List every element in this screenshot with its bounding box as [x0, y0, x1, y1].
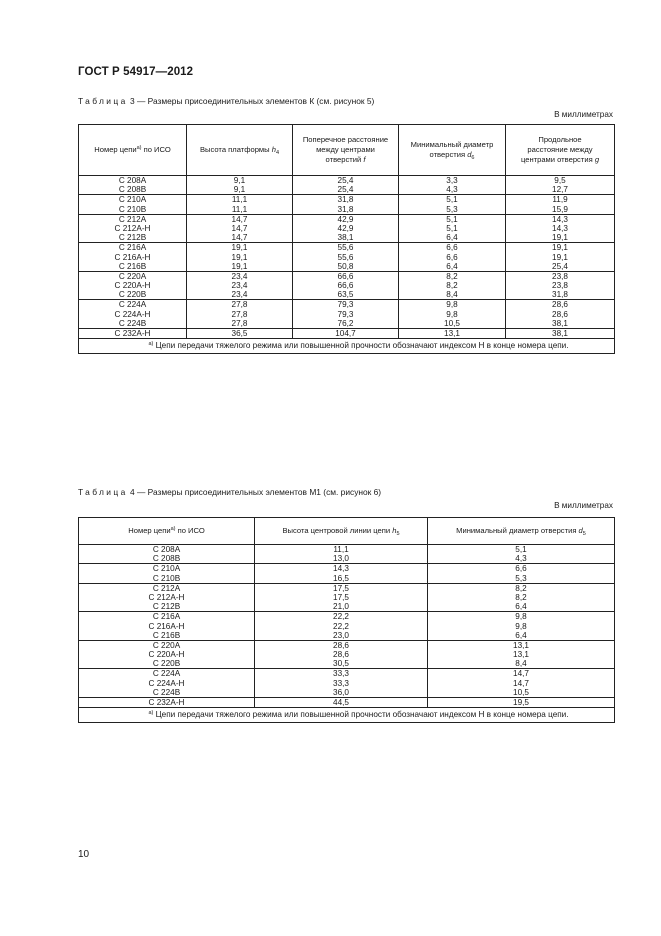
table3-footnote	[79, 339, 615, 354]
cell-value: 28,6	[552, 309, 568, 319]
table4-footnote-mark: а)	[148, 710, 154, 717]
cell-value: 19,1	[231, 261, 248, 271]
cell-g	[506, 243, 615, 272]
table-row	[79, 545, 615, 564]
cell-value: 104,7	[335, 329, 356, 338]
cell-value: 14,7	[231, 223, 248, 233]
cell-f	[293, 329, 399, 339]
cell-value: 5,1	[446, 223, 458, 233]
cell-value: 33,3	[333, 678, 349, 688]
table-row	[79, 698, 615, 708]
cell-value: 9,8	[446, 300, 458, 310]
cell-g	[506, 300, 615, 329]
cell-value: 3,3	[446, 176, 458, 185]
cell-value: 19,1	[552, 243, 568, 253]
cell-value: С 216А	[118, 243, 147, 253]
table3-caption-word: Таблица	[78, 96, 128, 106]
cell-h5	[255, 698, 428, 708]
cell-value: С 212А-Н	[148, 592, 185, 602]
cell-value: 8,2	[515, 592, 527, 602]
table-row	[79, 564, 615, 583]
cell-d6	[399, 195, 506, 214]
document-header: ГОСТ Р 54917—2012	[78, 66, 194, 78]
cell-h5	[255, 669, 428, 698]
cell-value: С 216В	[118, 261, 147, 271]
cell-value: 16,5	[333, 573, 349, 583]
cell-value: 79,3	[337, 309, 354, 319]
table3-header-longitudinal-distance: Продольное расстояние между центрами отверстия g	[506, 125, 615, 176]
cell-value: 9,1	[233, 185, 246, 195]
cell-value: 11,1	[231, 195, 248, 205]
cell-value: С 224В	[118, 318, 147, 328]
cell-h4	[187, 271, 293, 300]
cell-value: 76,2	[337, 318, 354, 328]
cell-d5	[428, 640, 615, 669]
cell-value: 13,1	[513, 640, 529, 650]
cell-value: 14,7	[231, 214, 248, 224]
cell-chains	[79, 176, 187, 195]
cell-h5	[255, 640, 428, 669]
cell-value: 66,6	[337, 281, 354, 291]
table3-body	[79, 176, 615, 339]
table-row	[79, 583, 615, 612]
cell-value: 22,2	[333, 621, 349, 631]
cell-value: С 220В	[118, 290, 147, 300]
cell-value: 14,7	[513, 669, 529, 679]
table-row	[79, 640, 615, 669]
cell-d5	[428, 583, 615, 612]
cell-chains	[79, 640, 255, 669]
cell-value: 11,1	[333, 545, 349, 554]
cell-value: 19,5	[513, 698, 529, 707]
table4-header-chain: Номер цепи$^{а)}$ по ИСО	[79, 518, 255, 545]
cell-f	[293, 271, 399, 300]
cell-h5	[255, 545, 428, 564]
table4-footnote	[79, 708, 615, 723]
cell-value: 38,1	[552, 329, 568, 338]
cell-value: 23,8	[552, 281, 568, 291]
table3-header-row	[79, 125, 615, 176]
cell-value: 15,9	[552, 204, 568, 214]
cell-d6	[399, 176, 506, 195]
cell-value: 19,1	[552, 252, 568, 262]
cell-value: 8,4	[446, 290, 458, 300]
cell-value: С 212А	[152, 583, 181, 593]
cell-value: 33,3	[333, 669, 349, 679]
cell-value: С 216В	[152, 630, 181, 640]
cell-chains	[79, 214, 187, 243]
cell-chains	[79, 612, 255, 641]
cell-value: С 208А	[118, 176, 147, 185]
table4-header-min-diameter: Минимальный диаметр отверстия $d_5$	[428, 518, 615, 545]
cell-value: 11,1	[231, 204, 248, 214]
cell-chains	[79, 300, 187, 329]
cell-d6	[399, 271, 506, 300]
cell-value: 9,8	[446, 309, 458, 319]
cell-value: 28,6	[552, 300, 568, 310]
table-row	[79, 176, 615, 195]
cell-value: 38,1	[337, 233, 354, 243]
cell-chains	[79, 243, 187, 272]
cell-value: С 220А	[152, 640, 181, 650]
cell-value: С 210А	[118, 195, 147, 205]
cell-value: 31,8	[337, 195, 354, 205]
cell-value: С 224А	[152, 669, 181, 679]
cell-value: С 216А-Н	[148, 621, 185, 631]
table3-footnote-row	[79, 339, 615, 354]
cell-value: С 224А	[118, 300, 147, 310]
cell-value: 14,7	[513, 678, 529, 688]
cell-value: С 212А	[118, 214, 147, 224]
cell-h4	[187, 176, 293, 195]
cell-chains	[79, 698, 255, 708]
cell-value: 31,8	[337, 204, 354, 214]
cell-chains	[79, 564, 255, 583]
cell-value: С 224А-Н	[148, 678, 185, 688]
cell-value: 6,4	[446, 261, 458, 271]
table3-header-cross-distance: Поперечное расстояние между центрами отверстий f	[293, 125, 399, 176]
cell-value: 66,6	[337, 271, 354, 281]
cell-value: 23,4	[231, 290, 248, 300]
cell-value: 28,6	[333, 650, 349, 660]
cell-g	[506, 195, 615, 214]
cell-value: 5,1	[446, 214, 458, 224]
cell-value: С 212В	[152, 602, 181, 612]
cell-value: 5,1	[515, 545, 527, 554]
cell-d6	[399, 243, 506, 272]
cell-value: С 220А-Н	[114, 281, 151, 291]
cell-value: 44,5	[333, 698, 349, 707]
cell-d5	[428, 564, 615, 583]
cell-value: 6,4	[515, 630, 527, 640]
table3-header-min-diameter: Минимальный диаметр отверстия $d_6$	[399, 125, 506, 176]
table4-body	[79, 545, 615, 708]
cell-value: 6,6	[515, 564, 527, 574]
cell-value: 9,8	[515, 612, 527, 622]
cell-value: 11,9	[552, 195, 568, 205]
cell-value: 38,1	[552, 318, 568, 328]
cell-value: 27,8	[231, 318, 248, 328]
cell-value: 13,0	[333, 554, 349, 564]
cell-value: 14,3	[552, 223, 568, 233]
cell-h4	[187, 214, 293, 243]
cell-g	[506, 329, 615, 339]
cell-value: С 212В	[118, 233, 147, 243]
cell-value: 14,7	[231, 233, 248, 243]
cell-value: 6,6	[446, 252, 458, 262]
cell-value: С 212А-Н	[114, 223, 151, 233]
cell-value: С 220В	[152, 659, 181, 669]
cell-value: 19,1	[231, 243, 248, 253]
cell-value: 6,4	[515, 602, 527, 612]
table3-header-platform-height: Высота платформы $h_4$	[187, 125, 293, 176]
cell-chains	[79, 669, 255, 698]
table-row	[79, 329, 615, 339]
cell-h4	[187, 300, 293, 329]
table4-caption	[78, 487, 381, 497]
cell-f	[293, 195, 399, 214]
table4-header-row	[79, 518, 615, 545]
cell-chains	[79, 545, 255, 564]
cell-value: 25,4	[337, 185, 354, 195]
cell-d5	[428, 545, 615, 564]
cell-value: 5,3	[446, 204, 458, 214]
cell-value: 17,5	[333, 592, 349, 602]
table-row	[79, 243, 615, 272]
cell-value: 5,1	[446, 195, 458, 205]
cell-value: 23,0	[333, 630, 349, 640]
cell-value: С 210В	[152, 573, 181, 583]
cell-value: 31,8	[552, 290, 568, 300]
cell-g	[506, 214, 615, 243]
table-row	[79, 669, 615, 698]
cell-value: 19,1	[231, 252, 248, 262]
cell-value: С 220А	[118, 271, 147, 281]
cell-value: С 232А-Н	[148, 698, 185, 707]
cell-h4	[187, 329, 293, 339]
cell-value: 28,6	[333, 640, 349, 650]
table3-units: В миллиметрах	[554, 110, 613, 119]
cell-value: 50,8	[337, 261, 354, 271]
cell-chains	[79, 583, 255, 612]
cell-value: 25,4	[337, 176, 354, 185]
table-row	[79, 300, 615, 329]
cell-value: 8,4	[515, 659, 527, 669]
cell-value: С 216А-Н	[114, 252, 151, 262]
cell-value: 21,0	[333, 602, 349, 612]
table3	[78, 124, 615, 354]
cell-h5	[255, 583, 428, 612]
cell-value: 55,6	[337, 252, 354, 262]
cell-value: 4,3	[515, 554, 527, 564]
cell-value: С 224В	[152, 687, 181, 697]
table4-units: В миллиметрах	[554, 501, 613, 510]
cell-h5	[255, 612, 428, 641]
cell-value: С 208А	[152, 545, 181, 554]
cell-value: 8,2	[446, 281, 458, 291]
cell-value: 36,0	[333, 687, 349, 697]
cell-f	[293, 300, 399, 329]
cell-d5	[428, 698, 615, 708]
cell-value: 6,4	[446, 233, 458, 243]
cell-value: 42,9	[337, 223, 354, 233]
cell-value: 23,4	[231, 271, 248, 281]
cell-h4	[187, 195, 293, 214]
cell-chains	[79, 195, 187, 214]
cell-value: 22,2	[333, 612, 349, 622]
cell-value: С 210В	[118, 204, 147, 214]
cell-value: 25,4	[552, 261, 568, 271]
cell-value: 17,5	[333, 583, 349, 593]
table3-footnote-text: Цепи передачи тяжелого режима или повышенной прочности обозначают индексом Н в конце номера цепи.	[153, 341, 569, 351]
cell-h5	[255, 564, 428, 583]
cell-value: 23,4	[231, 281, 248, 291]
cell-d6	[399, 300, 506, 329]
cell-value: 23,8	[552, 271, 568, 281]
cell-value: 19,1	[552, 233, 568, 243]
cell-value: 13,1	[444, 329, 460, 338]
cell-value: 42,9	[337, 214, 354, 224]
table3-caption	[78, 96, 374, 106]
table-row	[79, 271, 615, 300]
cell-value: 6,6	[446, 243, 458, 253]
cell-value: 36,5	[231, 329, 248, 338]
cell-value: С 216А	[152, 612, 181, 622]
cell-value: С 220А-Н	[148, 650, 185, 660]
cell-value: 63,5	[337, 290, 354, 300]
cell-value: 10,5	[513, 687, 529, 697]
cell-chains	[79, 271, 187, 300]
cell-d6	[399, 214, 506, 243]
cell-value: 79,3	[337, 300, 354, 310]
table4-caption-word: Таблица	[78, 487, 128, 497]
table-row	[79, 612, 615, 641]
cell-value: 4,3	[446, 185, 458, 195]
cell-value: 9,5	[554, 176, 566, 185]
cell-value: 9,1	[233, 176, 246, 185]
table-row	[79, 195, 615, 214]
cell-value: 27,8	[231, 309, 248, 319]
table4-caption-text: 4 — Размеры присоединительных элементов М1 (см. рисунок 6)	[127, 487, 382, 497]
cell-f	[293, 214, 399, 243]
cell-value: 14,3	[333, 564, 349, 574]
cell-value: С 208В	[118, 185, 147, 195]
cell-h4	[187, 243, 293, 272]
table4-footnote-row	[79, 708, 615, 723]
cell-value: С 210А	[152, 564, 181, 574]
cell-value: 8,2	[446, 271, 458, 281]
cell-value: 9,8	[515, 621, 527, 631]
table4-header-center-height: Высота центровой линии цепи $h_5$	[255, 518, 428, 545]
cell-value: 27,8	[231, 300, 248, 310]
table3-footnote-mark: а)	[148, 341, 154, 348]
cell-value: 14,3	[552, 214, 568, 224]
cell-value: С 208В	[152, 554, 181, 564]
cell-value: С 232А-Н	[114, 329, 151, 338]
cell-d5	[428, 669, 615, 698]
cell-value: 55,6	[337, 243, 354, 253]
cell-d6	[399, 329, 506, 339]
cell-value: 8,2	[515, 583, 527, 593]
table4	[78, 517, 615, 723]
cell-value: 12,7	[552, 185, 568, 195]
cell-chains	[79, 329, 187, 339]
cell-g	[506, 271, 615, 300]
table3-header-chain: Номер цепи$^{а)}$ по ИСО	[79, 125, 187, 176]
cell-value: 13,1	[513, 650, 529, 660]
cell-value: 10,5	[444, 318, 460, 328]
table3-caption-text: 3 — Размеры присоединительных элементов К (см. рисунок 5)	[127, 96, 375, 106]
cell-g	[506, 176, 615, 195]
cell-f	[293, 243, 399, 272]
cell-value: С 224А-Н	[114, 309, 151, 319]
cell-d5	[428, 612, 615, 641]
table4-footnote-text: Цепи передачи тяжелого режима или повышенной прочности обозначают индексом Н в конце номера цепи.	[153, 710, 569, 720]
cell-f	[293, 176, 399, 195]
cell-value: 30,5	[333, 659, 349, 669]
page-number: 10	[78, 849, 90, 860]
cell-value: 5,3	[515, 573, 527, 583]
table-row	[79, 214, 615, 243]
